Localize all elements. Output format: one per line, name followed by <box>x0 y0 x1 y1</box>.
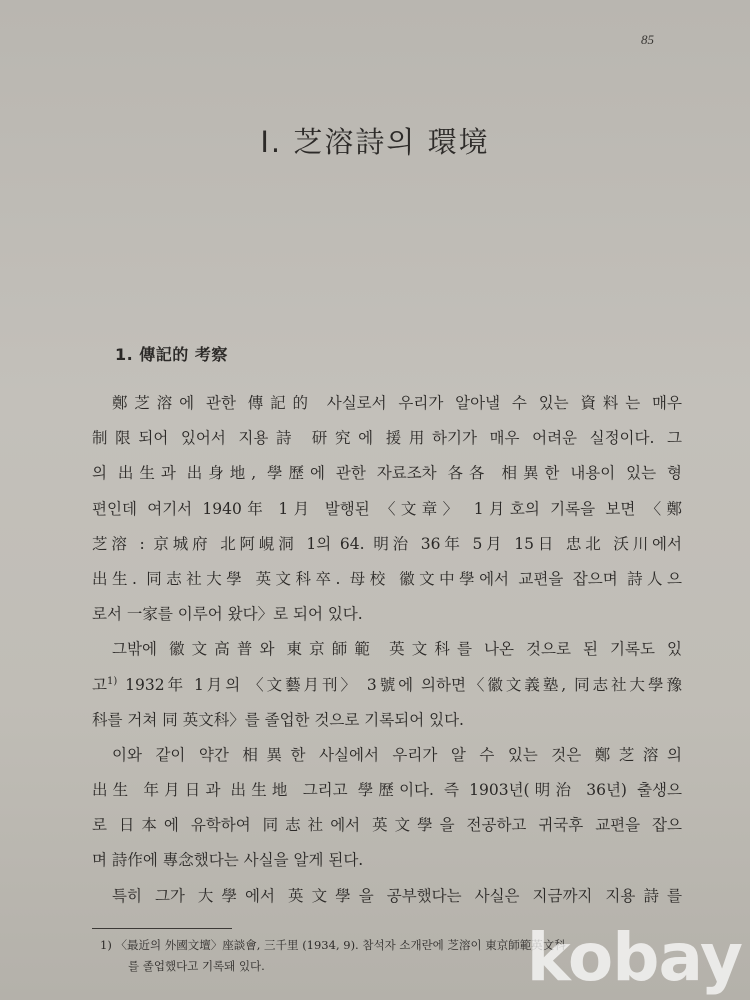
chapter-title: I. 芝溶詩의 環境 <box>260 125 490 159</box>
body-line-text: 出生 年月日과 出生地 그리고 學歷이다. 즉 1903년(明治 36년) 출생으 <box>92 781 682 800</box>
body-line <box>92 703 682 738</box>
body-line-text: 科를 거쳐 同 英文科〉를 졸업한 것으로 기록되어 있다. <box>92 710 464 729</box>
body-line <box>92 879 682 914</box>
body-line <box>92 597 682 632</box>
section-heading: 1. 傳記的 考察 <box>115 345 228 364</box>
body-line-text: 로서 一家를 이루어 왔다〉로 되어 있다. <box>92 605 363 624</box>
body-line-text: 로 日本에 유학하여 同志社에서 英文學을 전공하고 귀국후 교편을 잡으 <box>92 816 682 835</box>
body-line <box>92 456 682 491</box>
footnote-divider <box>92 928 232 929</box>
body-line-text: 1932年 1月의 〈文藝月刊〉 3號에 의하면〈徽文義塾, 同志社大學豫 <box>117 675 682 694</box>
body-line-text: 의 出生과 出身地, 學歷에 관한 자료조차 各各 相異한 내용이 있는 형 <box>92 464 682 483</box>
body-line <box>92 632 682 667</box>
body-text <box>92 386 682 914</box>
footnote-ref[interactable]: 1) <box>106 675 118 687</box>
body-line-text: 鄭芝溶에 관한 傳記的 사실로서 우리가 알아낼 수 있는 資料는 매우 <box>112 394 682 412</box>
body-line <box>92 808 682 843</box>
body-line-text: 그밖에 徽文高普와 東京師範 英文科를 나온 것으로 된 기록도 있 <box>112 640 682 659</box>
body-line <box>92 738 682 773</box>
body-line-text: 며 詩作에 專念했다는 사실을 알게 된다. <box>92 851 364 870</box>
body-line-text: 芝溶 : 京城府 北阿峴洞 1의 64. 明治 36年 5月 15日 忠北 沃川에서 <box>92 534 682 553</box>
body-line <box>92 421 682 456</box>
body-line <box>92 386 682 421</box>
body-line <box>92 492 682 527</box>
footnote-line: 1) 〈最近의 外國文壇〉座談會, 三千里 (1934, 9). 참석자 소개란에 芝溶이 東京師範英文科 <box>100 938 566 952</box>
body-line <box>92 773 682 808</box>
body-line-text: 이와 같이 약간 相異한 사실에서 우리가 알 수 있는 것은 鄭芝溶의 <box>112 745 682 764</box>
body-line-prefix: 고 <box>92 675 107 694</box>
page-number: 85 <box>641 32 654 47</box>
body-line-text: 制限되어 있어서 지용詩 研究에 援用하기가 매우 어려운 실정이다. 그 <box>92 429 682 448</box>
body-line <box>92 527 682 562</box>
body-line <box>92 562 682 597</box>
body-line <box>92 668 682 703</box>
footnote-line: 를 졸업했다고 기록돼 있다. <box>128 959 265 973</box>
body-line-text: 편인데 여기서 1940年 1月 발행된 〈文章〉 1月호의 기록을 보면 〈鄭 <box>92 499 682 518</box>
body-line-text: 出生. 同志社大學 英文科卒. 母校 徽文中學에서 교편을 잡으며 詩人으 <box>92 569 682 588</box>
watermark-logo: kobay <box>526 919 742 996</box>
body-line-text: 특히 그가 大學에서 英文學을 공부했다는 사실은 지금까지 지용詩를 <box>112 886 682 905</box>
body-line <box>92 843 682 878</box>
